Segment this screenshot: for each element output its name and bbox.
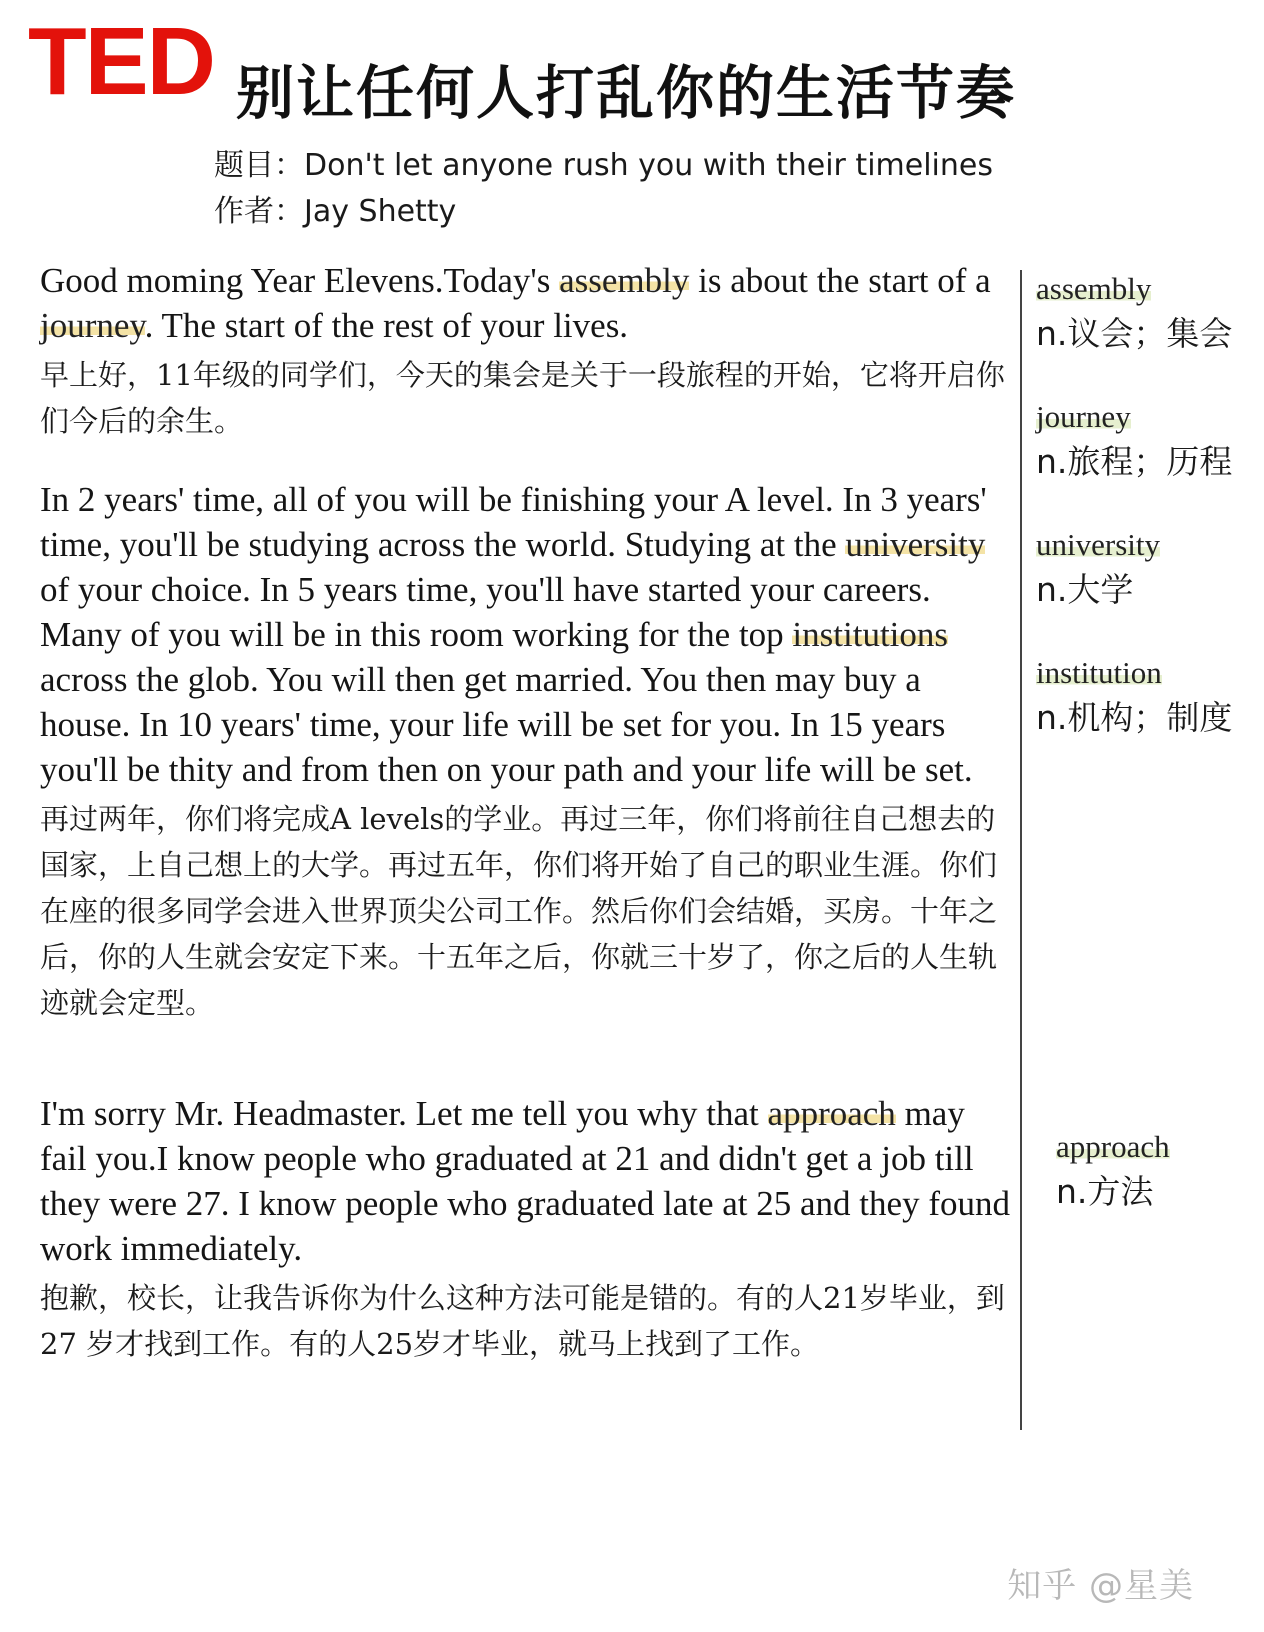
text-run: Good moming Year Elevens.Today's <box>40 261 560 300</box>
vocab-word: journey <box>1036 399 1131 434</box>
vocab-meaning: n.机构；制度 <box>1036 698 1233 737</box>
paragraph-1-chinese: 早上好，11年级的同学们，今天的集会是关于一段旅程的开始，它将开启你们今后的余生。 <box>40 358 1005 438</box>
text-run: may fail you.I know people who graduated at 21 and didn't get a job till they were 27. I know people who graduated late at 25 and they found work immediately. <box>40 1094 1010 1268</box>
ted-logo: TED <box>28 8 214 115</box>
paragraph-2-chinese: 再过两年，你们将完成A levels的学业。再过三年，你们将前往自己想去的国家，上自己想上的大学。再过五年，你们将开始了自己的职业生涯。你们在座的很多同学会进入世界顶尖公司工作。然后你们会结婚，买房。十年之后，你的人生就会安定下来。十五年之后，你就三十岁了，你之后的人生轨迹就会定型。 <box>40 802 998 1020</box>
vocab-entry-assembly <box>1036 270 1232 356</box>
topic-text: Don't let anyone rush you with their timelines <box>304 148 993 183</box>
paragraph-1-english <box>40 258 1015 348</box>
vocab-word: institution <box>1036 655 1162 690</box>
vocab-word: assembly <box>1036 271 1152 306</box>
paragraph-2-english <box>40 477 1015 792</box>
paragraph-2 <box>40 477 1015 1026</box>
paragraph-1 <box>40 258 1015 444</box>
text-run: of your choice. In 5 years time, you'll have started your careers. Many of you will be in this room working for the top <box>40 570 931 654</box>
vocab-entry-institution <box>1036 654 1232 740</box>
highlighted-word: university <box>845 525 986 564</box>
highlighted-word: institutions <box>792 615 949 654</box>
topic-label: 题目： <box>214 148 304 183</box>
text-run: In 2 years' time, all of you will be finishing your A level. In 3 years' time, you'll be studying across the world. Studying at the <box>40 480 987 564</box>
text-run: is about the start of a <box>689 261 991 300</box>
author-line <box>214 194 456 230</box>
paragraph-3 <box>40 1091 1015 1367</box>
highlighted-word: approach <box>767 1094 896 1133</box>
paragraph-3-english <box>40 1091 1015 1271</box>
vocab-word: university <box>1036 527 1160 562</box>
paragraph-3-chinese: 抱歉，校长，让我告诉你为什么这种方法可能是错的。有的人21岁毕业，到27 岁才找到工作。有的人25岁才毕业，就马上找到了工作。 <box>40 1281 1005 1361</box>
author-label: 作者： <box>214 194 304 229</box>
vocab-entry-approach <box>1056 1128 1170 1214</box>
author-name: Jay Shetty <box>304 194 457 229</box>
text-run: across the glob. You will then get married. You then may buy a house. In 10 years' time, your life will be set for you. In 15 years you'll be thity and from then on your path and your life will be set. <box>40 660 973 789</box>
zhihu-watermark: 知乎 @星美 <box>1007 1566 1194 1606</box>
column-divider <box>1020 270 1022 1430</box>
vocab-entry-journey <box>1036 398 1232 484</box>
vocab-word: approach <box>1056 1129 1170 1164</box>
vocab-meaning: n.大学 <box>1036 570 1134 609</box>
page-title: 别让任何人打乱你的生活节奏 <box>236 59 1017 127</box>
highlighted-word: assembly <box>559 261 690 300</box>
vocab-meaning: n.方法 <box>1056 1172 1154 1211</box>
vocab-meaning: n.旅程；历程 <box>1036 442 1233 481</box>
vocab-meaning: n.议会；集会 <box>1036 314 1233 353</box>
topic-line <box>214 148 993 184</box>
vocab-entry-university <box>1036 526 1160 612</box>
text-run: . The start of the rest of your lives. <box>144 306 629 345</box>
text-run: I'm sorry Mr. Headmaster. Let me tell you why that <box>40 1094 768 1133</box>
highlighted-word: journey <box>40 306 145 345</box>
